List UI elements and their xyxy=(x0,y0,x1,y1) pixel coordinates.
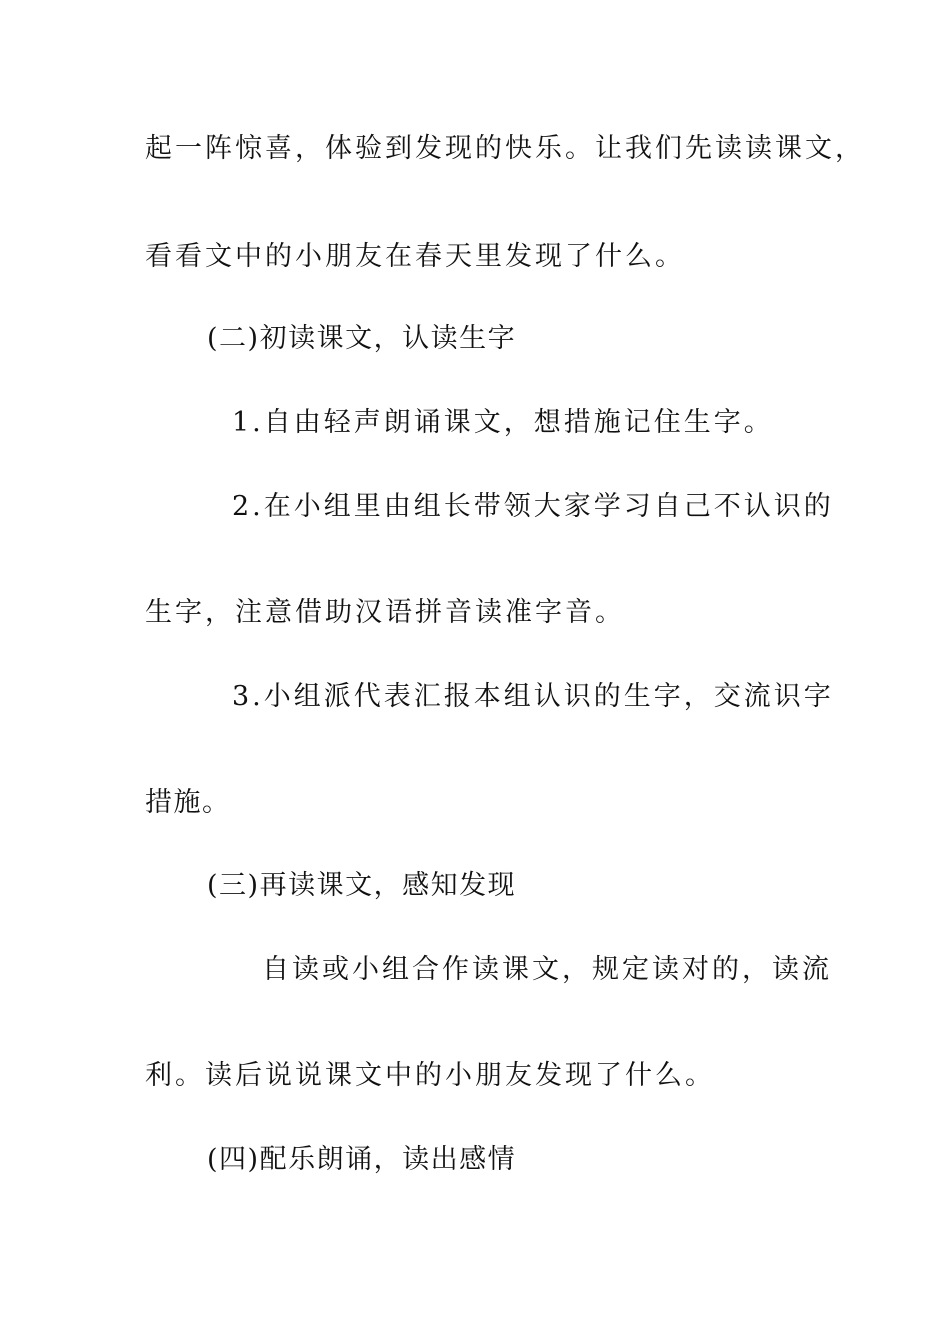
paragraph-line-3: 自读或小组合作读课文，规定读对的，读流 xyxy=(262,954,832,985)
list-item-3: 3.小组派代表汇报本组认识的生字，交流识字 xyxy=(232,681,834,712)
section-heading-3: (三)再读课文，感知发现 xyxy=(207,870,517,901)
list-item-2: 2.在小组里由组长带领大家学习自己不认识的 xyxy=(232,491,834,522)
paragraph-line-2: 看看文中的小朋友在春天里发现了什么。 xyxy=(145,241,685,272)
list-item-2-continued: 生字，注意借助汉语拼音读准字音。 xyxy=(145,597,625,628)
list-item-1: 1.自由轻声朗诵课文，想措施记住生字。 xyxy=(232,407,774,438)
section-heading-2: (二)初读课文，认读生字 xyxy=(207,323,517,354)
section-heading-4: (四)配乐朗诵，读出感情 xyxy=(207,1144,517,1175)
paragraph-line-1: 起一阵惊喜，体验到发现的快乐。让我们先读读课文， xyxy=(145,133,865,164)
list-item-3-continued: 措施。 xyxy=(145,787,231,818)
paragraph-line-4: 利。读后说说课文中的小朋友发现了什么。 xyxy=(145,1060,715,1091)
